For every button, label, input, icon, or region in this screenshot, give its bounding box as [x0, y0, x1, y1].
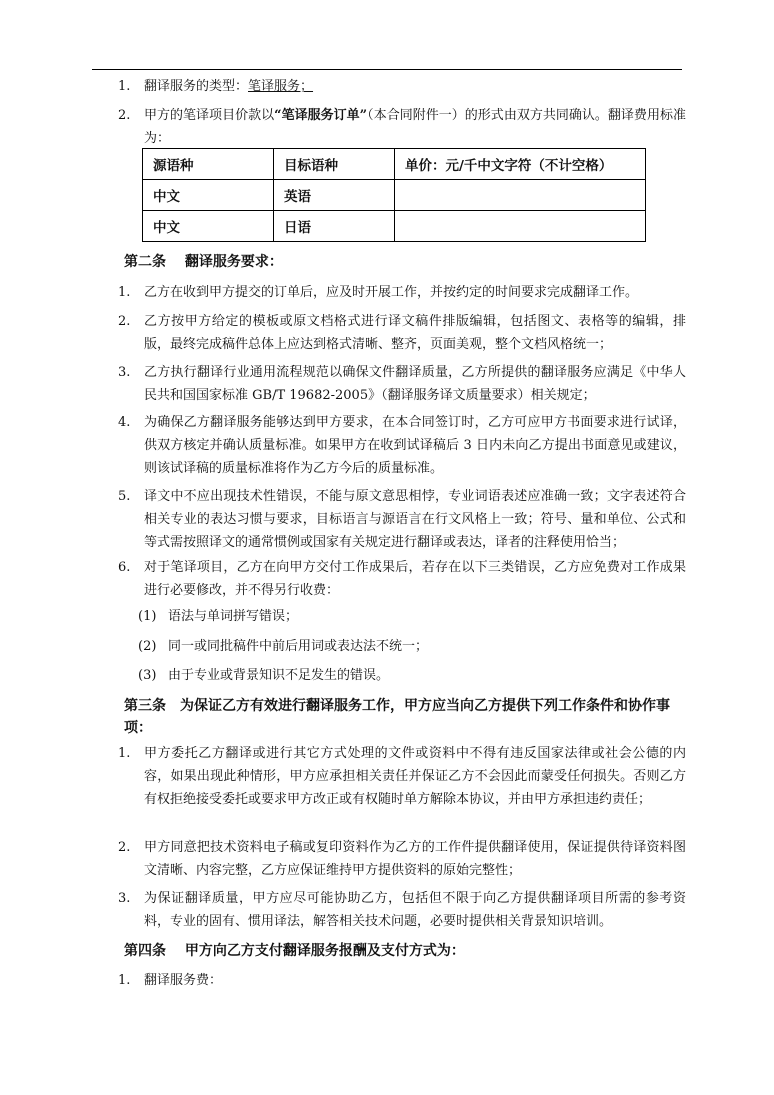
pricing-item [118, 104, 686, 150]
list-item [118, 485, 686, 554]
item-number: 2. [118, 108, 131, 123]
sub-item-number: (2) [138, 639, 157, 654]
item-text: 乙方按甲方给定的模板或原文档格式进行译文稿件排版编辑，包括图文、表格等的编辑，排版，最终完成稿件总体上应达到格式清晰、整齐，页面美观，整个文档风格统一； [144, 314, 686, 352]
unit-price-cell [395, 180, 646, 211]
rate-table [142, 148, 646, 242]
sub-item-number: (1) [138, 609, 157, 624]
item-number: 2. [118, 840, 131, 855]
header-rule [92, 69, 682, 70]
item-number: 2. [118, 314, 131, 329]
table-row [143, 211, 646, 242]
order-name: “笔译服务订单” [274, 108, 368, 123]
list-item [118, 281, 686, 304]
list-item [118, 887, 686, 933]
list-item [118, 556, 686, 602]
item-number: 6. [118, 560, 131, 575]
header-source-language: 源语种 [143, 149, 274, 180]
list-item [118, 310, 686, 356]
item-text: 乙方在收到甲方提交的订单后，应及时开展工作，并按约定的时间要求完成翻译工作。 [144, 285, 639, 300]
list-item [118, 411, 686, 480]
pricing-text-pre: 甲方的笔译项目价款以 [144, 108, 275, 123]
table-header-row [143, 149, 646, 180]
article-4-heading: 第四条 甲方向乙方支付翻译服务报酬及支付方式为： [124, 943, 465, 959]
header-unit-price: 单价：元/千中文字符（不计空格） [395, 149, 646, 180]
target-language-cell: 英语 [274, 180, 395, 211]
source-language-cell: 中文 [143, 211, 274, 242]
item-number: 1. [118, 79, 131, 94]
item-text: 对于笔译项目，乙方在向甲方交付工作成果后，若存在以下三类错误，乙方应免费对工作成果进行必要修改，并不得另行收费： [144, 560, 686, 598]
list-item [118, 969, 686, 992]
item-text: 为保证翻译质量，甲方应尽可能协助乙方，包括但不限于向乙方提供翻译项目所需的参考资料，专业的固有、惯用译法，解答相关技术问题，必要时提供相关背景知识培训。 [144, 891, 686, 929]
item-text: 译文中不应出现技术性错误，不能与原文意思相悖，专业词语表述应准确一致；文字表述符合相关专业的表达习惯与要求，目标语言与源语言在行文风格上一致；符号、量和单位、公式和等式需按照译文的通常惯例或国家有关规定进行翻译或表达，译者的注释使用恰当； [144, 489, 686, 550]
header-target-language: 目标语种 [274, 149, 395, 180]
item-number: 3. [118, 891, 131, 906]
item-number: 1. [118, 285, 131, 300]
service-type-label: 翻译服务的类型： [144, 79, 249, 94]
item-text: 乙方执行翻译行业通用流程规范以确保文件翻译质量，乙方所提供的翻译服务应满足《中华人民共和国国家标准 GB/T 19682-2005》（翻译服务译文质量要求）相关规定； [144, 365, 686, 403]
item-number: 1. [118, 973, 131, 988]
unit-price-cell [395, 211, 646, 242]
sub-item-text: 语法与单词拼写错误； [168, 609, 299, 624]
source-language-cell: 中文 [143, 180, 274, 211]
list-item [118, 836, 686, 882]
item-number: 4. [118, 415, 131, 430]
item-text: 甲方同意把技术资料电子稿或复印资料作为乙方的工作件提供翻译使用，保证提供待译资料图文清晰、内容完整，乙方应保证维持甲方提供资料的原始完整性； [144, 840, 686, 878]
item-text: 为确保乙方翻译服务能够达到甲方要求，在本合同签订时，乙方可应甲方书面要求进行试译，供双方核定并确认质量标准。如果甲方在收到试译稿后 3 日内未向乙方提出书面意见或建议，则该试译稿的质量标准将作为乙方今后的质量标准。 [144, 415, 686, 476]
item-number: 5. [118, 489, 131, 504]
service-type-item [118, 75, 686, 98]
item-number: 3. [118, 365, 131, 380]
sub-item-text: 同一或同批稿件中前后用词或表达法不统一； [168, 639, 429, 654]
article-3-heading: 第三条 为保证乙方有效进行翻译服务工作，甲方应当向乙方提供下列工作条件和协作事项： [124, 698, 670, 736]
pricing-text-post: （本合同附件一）的形式由双方共同确认。翻译费用标准为： [144, 108, 686, 146]
list-item [118, 361, 686, 407]
service-type-value: 笔译服务； [248, 79, 314, 94]
list-item [118, 742, 686, 834]
table-row [143, 180, 646, 211]
article-2-heading: 第二条 翻译服务要求： [124, 254, 283, 270]
sub-item-number: (3) [138, 668, 157, 683]
sub-item-text: 由于专业或背景知识不足发生的错误。 [168, 668, 390, 683]
target-language-cell: 日语 [274, 211, 395, 242]
item-text: 甲方委托乙方翻译或进行其它方式处理的文件或资料中不得有违反国家法律或社会公德的内容，如果出现此种情形，甲方应承担相关责任并保证乙方不会因此而蒙受任何损失。否则乙方有权拒绝接受委托或要求甲方改正或有权随时单方解除本协议，并由甲方承担违约责任； [144, 746, 686, 807]
item-number: 1. [118, 746, 131, 761]
item-text: 翻译服务费： [144, 973, 223, 988]
